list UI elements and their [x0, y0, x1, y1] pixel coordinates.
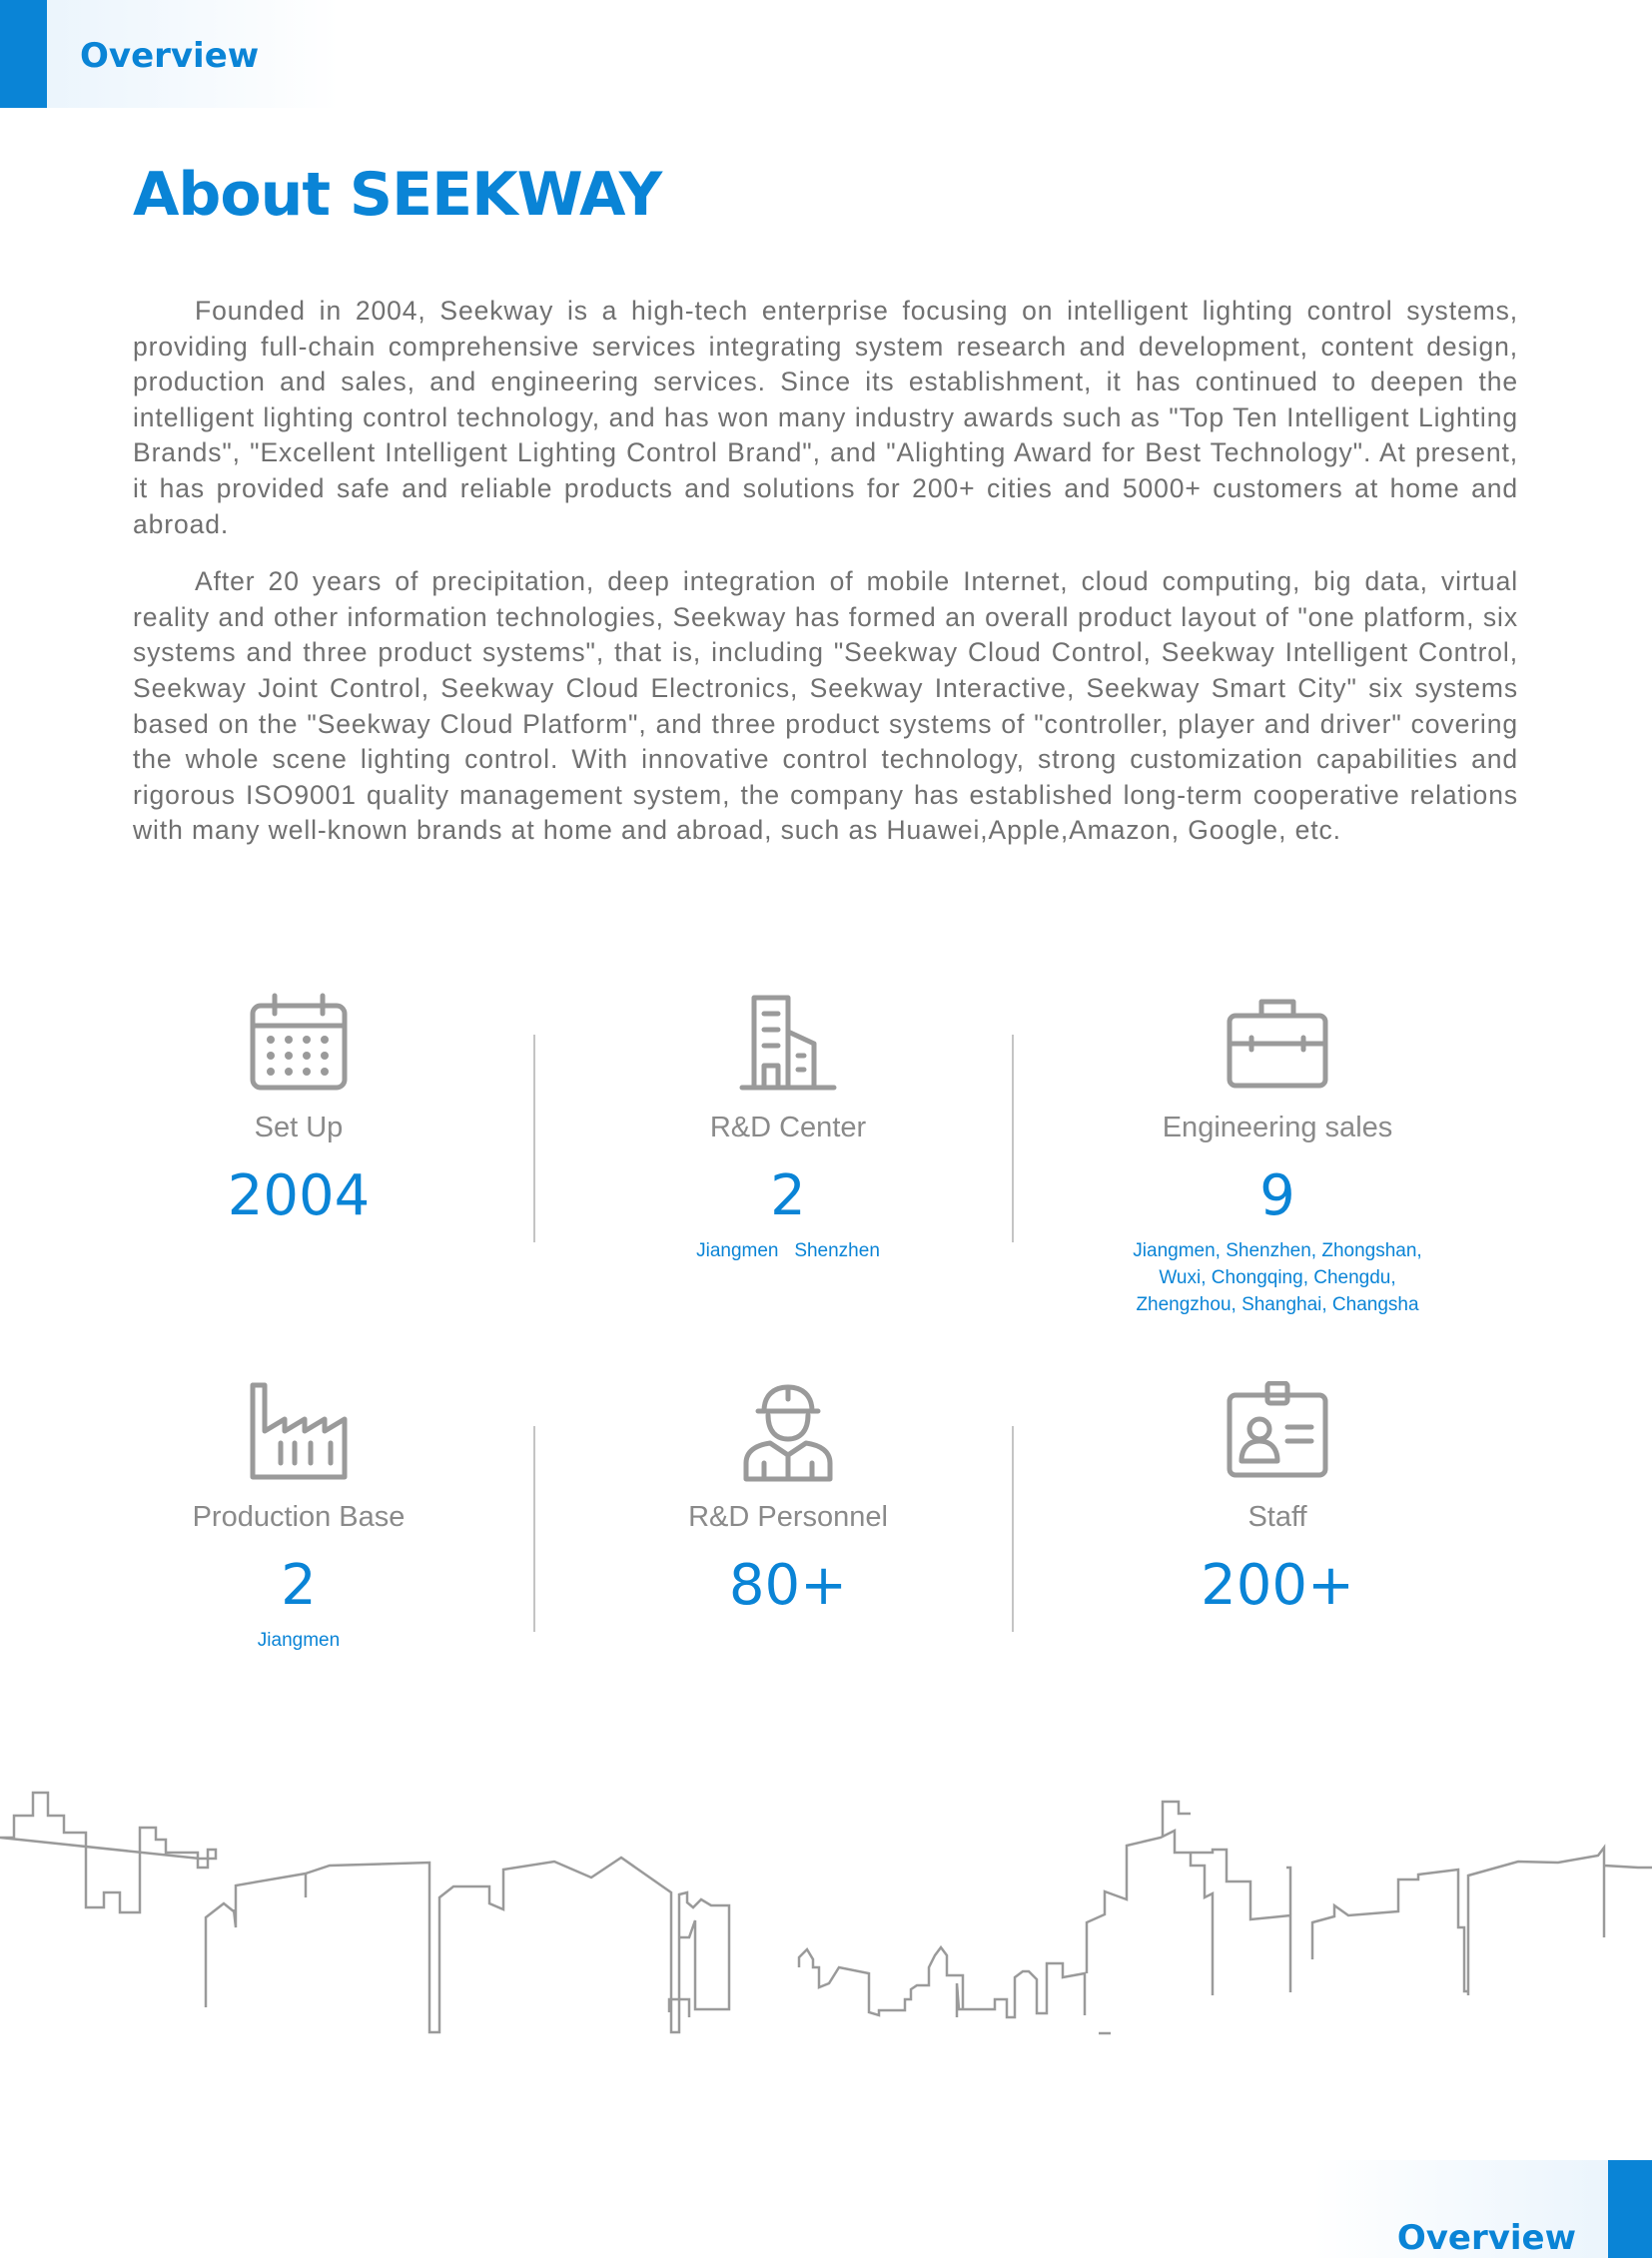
stat-value: 9	[1259, 1163, 1295, 1228]
stat-value: 80+	[728, 1553, 848, 1618]
stat-label: R&D Personnel	[688, 1501, 888, 1533]
header-accent-bar	[0, 0, 47, 108]
footer-accent-bar	[1608, 2160, 1652, 2258]
header-tab	[0, 0, 340, 108]
divider	[1012, 1426, 1014, 1632]
stat-note: Jiangmen Shenzhen	[696, 1240, 880, 1261]
stat-value: 2	[281, 1553, 317, 1618]
intro-paragraph-1: Founded in 2004, Seekway is a high-tech enterprise focusing on intelligent lighting control systems, providing full-chain comprehensive services integrating system research and development, content design, production and sales, and engineering services. Since its establishment, it has continued to deepen the intelligent lighting control technology, and has won many industry awards such as "Top Ten Intelligent Lighting Brands", "Excellent Intelligent Lighting Control Brand", and "Alighting Award for Best Technology". At present, it has provided safe and reliable products and solutions for 200+ cities and 5000+ customers at home and abroad.	[133, 296, 1518, 539]
footer-tab-label: Overview	[1396, 2218, 1576, 2258]
divider	[533, 1035, 535, 1242]
intro-paragraph-2: After 20 years of precipitation, deep integration of mobile Internet, cloud computing, big data, virtual reality and other information technologies, Seekway has formed an overall product layout of "one platform, six systems and three product systems", that is, including "Seekway Cloud Control, Seekway Intelligent Control, Seekway Joint Control, Seekway Cloud Electronics, Seekway Interactive, Seekway Smart City" six systems based on the "Seekway Cloud Platform", and three product systems of "controller, player and driver" covering the whole scene lighting control. With innovative control technology, strong customization capabilities and rigorous ISO9001 quality management system, the company has established long-term cooperative relations with many well-known brands at home and abroad, such as Huawei,Apple,Amazon, Google, etc.	[133, 566, 1518, 846]
header-tab-label: Overview	[80, 36, 260, 76]
stat-rd-personnel	[548, 1381, 1028, 1617]
stat-set-up	[59, 992, 538, 1227]
briefcase-icon	[1226, 992, 1329, 1096]
stat-note: Jiangmen	[257, 1630, 341, 1651]
stat-label: Set Up	[254, 1112, 344, 1143]
stat-rd-center	[548, 992, 1028, 1264]
stat-note: Jiangmen, Shenzhen, Zhongshan, Wuxi, Chongqing, Chengdu, Zhengzhou, Shanghai, Changsha	[1133, 1240, 1422, 1315]
stat-label: Staff	[1247, 1501, 1307, 1533]
engineer-icon	[736, 1381, 840, 1485]
page-title: About SEEKWAY	[133, 160, 662, 230]
stat-value: 2	[770, 1163, 806, 1228]
stat-staff	[1038, 1381, 1517, 1617]
calendar-icon	[247, 992, 351, 1096]
city-skyline-illustration	[0, 1778, 1652, 2077]
footer-tab	[1312, 2160, 1652, 2258]
divider	[533, 1426, 535, 1632]
stat-value: 200+	[1201, 1553, 1354, 1618]
factory-icon	[247, 1381, 351, 1485]
building-icon	[736, 992, 840, 1096]
stat-label: R&D Center	[709, 1112, 867, 1143]
stat-value: 2004	[227, 1163, 371, 1228]
intro-text	[133, 294, 1518, 871]
stat-production-base	[59, 1381, 538, 1654]
stat-label: Production Base	[192, 1501, 406, 1533]
id-badge-icon	[1226, 1381, 1329, 1485]
stat-label: Engineering sales	[1162, 1112, 1393, 1143]
stat-engineering-sales	[1038, 992, 1517, 1318]
divider	[1012, 1035, 1014, 1242]
